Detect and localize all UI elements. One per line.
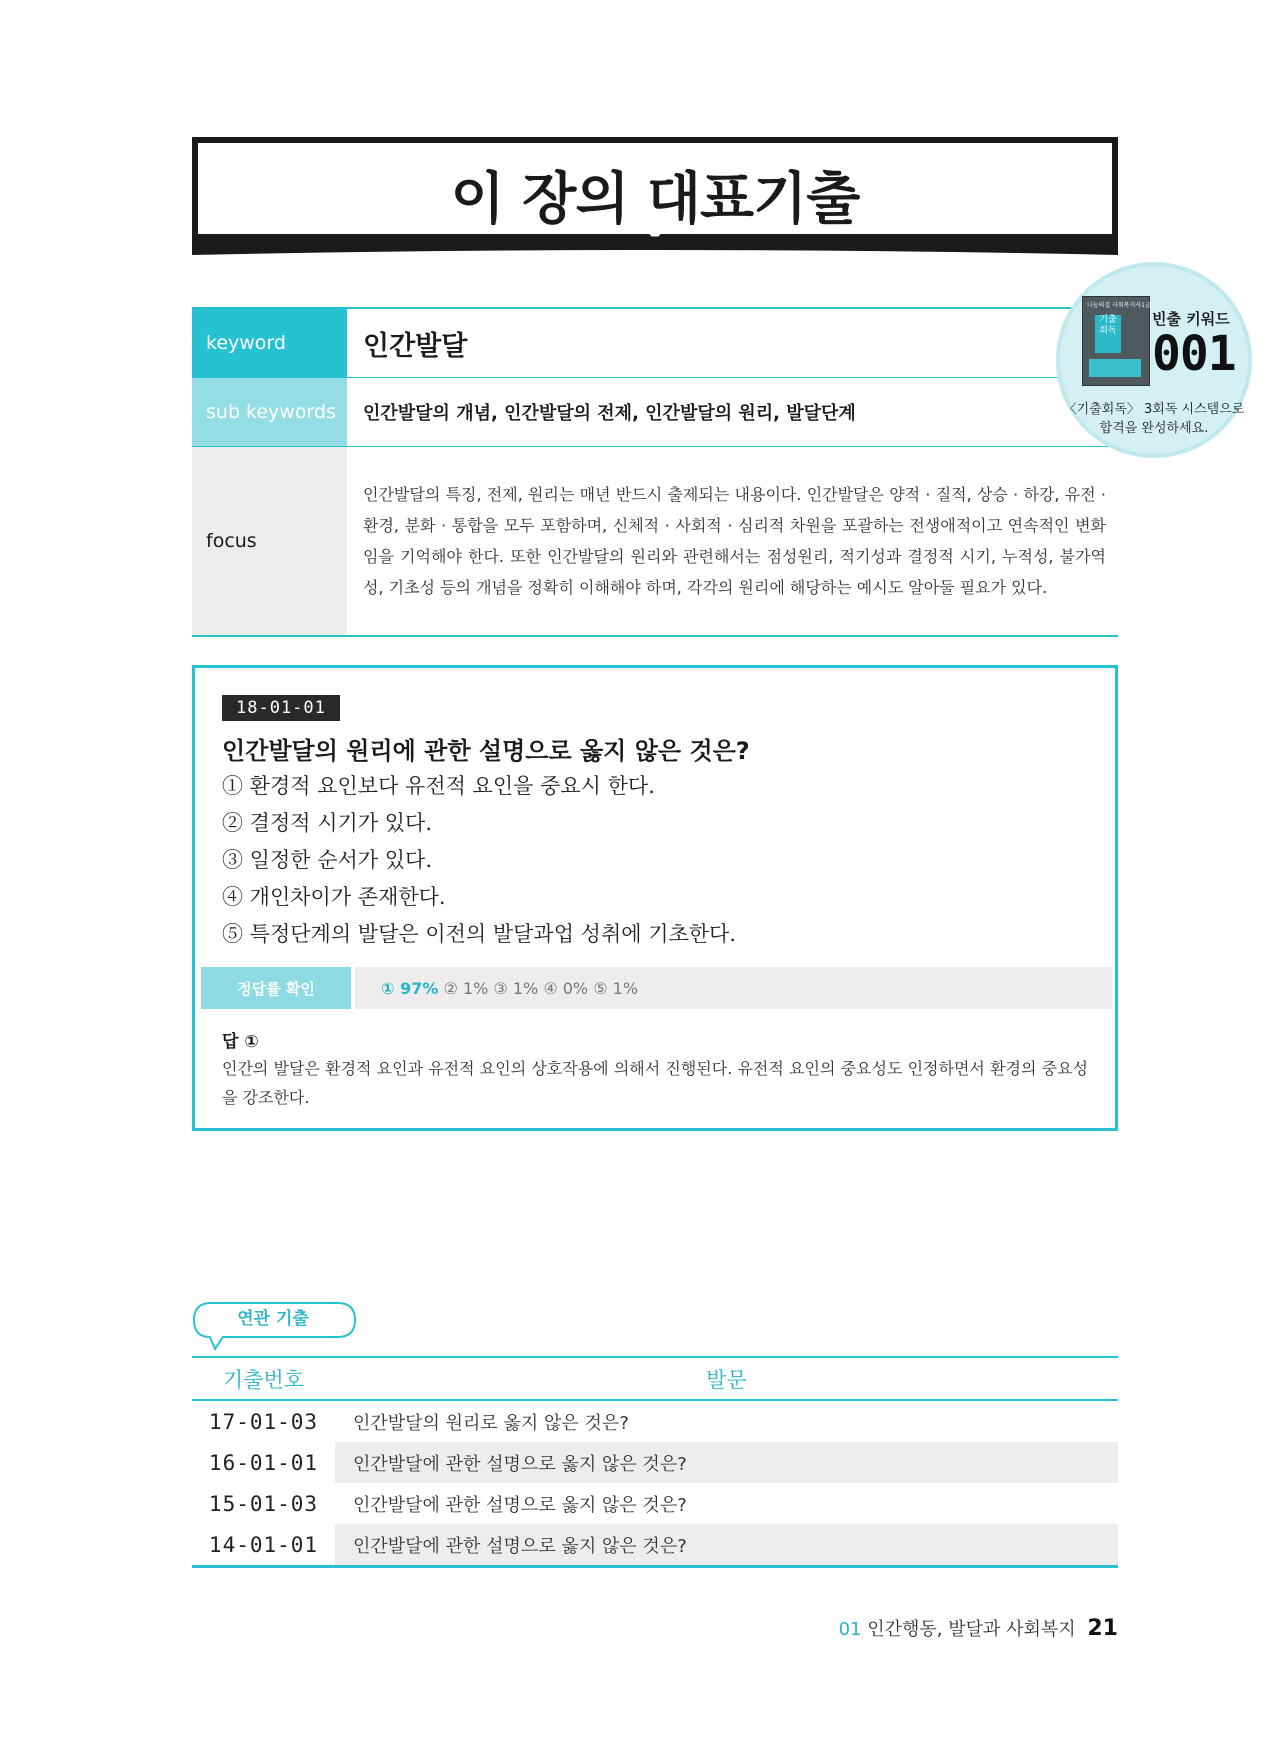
related-label: 연관 기출 (237, 1309, 309, 1329)
answer-rate-button[interactable]: 정답률 확인 (201, 967, 351, 1009)
related-question: 인간발달에 관한 설명으로 옳지 않은 것은? (335, 1442, 1118, 1483)
title-banner (192, 137, 1118, 255)
question-title: 인간발달의 원리에 관한 설명으로 옳지 않은 것은? (222, 737, 750, 765)
keyword-table (192, 307, 1118, 637)
chapter-number: 01 (838, 1619, 862, 1640)
chapter-title: 인간행동, 발달과 사회복지 (867, 1619, 1076, 1640)
sub-keywords-value: 인간발달의 개념, 인간발달의 전제, 인간발달의 원리, 발달단계 (363, 403, 856, 424)
table-row (192, 1524, 1118, 1565)
related-code: 14-01-01 (208, 1532, 319, 1557)
option-5: ⑤ 특정단계의 발달은 이전의 발달과업 성취에 기초한다. (222, 922, 737, 946)
col-question-header: 발문 (706, 1367, 747, 1392)
book-title-line2: 회독 (1099, 326, 1117, 336)
option-1: ① 환경적 요인보다 유전적 요인을 중요시 한다. (222, 774, 655, 798)
keyword-label: keyword (192, 309, 347, 377)
option-3: ③ 일정한 순서가 있다. (222, 848, 432, 872)
related-code: 15-01-03 (208, 1491, 319, 1516)
related-code: 17-01-03 (208, 1409, 319, 1434)
page-number: 21 (1087, 1616, 1118, 1641)
table-row (192, 1442, 1118, 1483)
question-options (222, 768, 736, 953)
related-question: 인간발달의 원리로 옳지 않은 것은? (353, 1412, 629, 1434)
answer-rate-stats (355, 967, 1112, 1009)
page-footer (839, 1615, 1118, 1641)
related-bubble (193, 1302, 357, 1356)
badge-caption-line2: 합격을 완성하세요. (1099, 421, 1209, 436)
sub-keywords-row (192, 378, 1118, 447)
related-code: 16-01-01 (208, 1450, 319, 1475)
table-row (192, 1483, 1118, 1524)
option-4: ④ 개인차이가 존재한다. (222, 885, 446, 909)
stat-others: ② 1% ③ 1% ④ 0% ⑤ 1% (443, 978, 639, 998)
answer-title: 답 ① (222, 1032, 259, 1052)
table-row (192, 1401, 1118, 1442)
answer-explanation: 인간의 발달은 환경적 요인과 유전적 요인의 상호작용에 의해서 진행된다. 유전적 요인의 중요성도 인정하면서 환경의 중요성을 강조한다. (222, 1059, 1088, 1107)
related-table (192, 1356, 1118, 1568)
keyword-value: 인간발달 (363, 330, 468, 362)
stat-correct: ① 97% (381, 978, 439, 998)
focus-row (192, 447, 1118, 635)
col-number-header: 기출번호 (222, 1367, 305, 1392)
book-cover-band (1089, 359, 1141, 377)
keyword-row (192, 309, 1118, 378)
focus-value: 인간발달의 특징, 전제, 원리는 매년 반드시 출제되는 내용이다. 인간발달은 양적 · 질적, 상승 · 하강, 유전 · 환경, 분화 · 통합을 모두 포함하며, 신체적 · 사회적 · 심리적 차원을 포괄하는 전생애적이고 연속적인 변화임을 기억해야 한다. 또한 인간발달의 원리와 관련해서는 점성원리, 적기성과 결정적 시기, 누적성, 불가역성, 기초성 등의 개념을 정확히 이해해야 하며, 각각의 원리에 해당하는 예시도 알아둘 필요가 있다. (363, 485, 1106, 597)
badge-label: 빈출 키워드 (1152, 310, 1230, 328)
badge-caption-line1: 〈기출회독〉 3회독 시스템으로 (1063, 402, 1245, 417)
book-cover-icon (1082, 296, 1150, 386)
book-cover-panel (1095, 315, 1121, 353)
question-box (192, 665, 1118, 1131)
book-top-text: 나눔의집 사회복지사1급 (1087, 302, 1151, 309)
book-title-line1: 기출 (1099, 315, 1117, 325)
answer-rate-bar (201, 967, 1112, 1009)
badge-number: 001 (1152, 326, 1236, 382)
question-code: 18-01-01 (222, 695, 340, 721)
related-question: 인간발달에 관한 설명으로 옳지 않은 것은? (353, 1494, 687, 1516)
frequent-keyword-badge (1056, 262, 1252, 458)
option-2: ② 결정적 시기가 있다. (222, 811, 432, 835)
page-title: 이 장의 대표기출 (450, 167, 860, 232)
badge-caption (1060, 400, 1248, 438)
sub-keywords-label: sub keywords (192, 378, 347, 446)
related-table-header (192, 1358, 1118, 1401)
related-question: 인간발달에 관한 설명으로 옳지 않은 것은? (335, 1524, 1118, 1565)
focus-label: focus (192, 447, 347, 635)
